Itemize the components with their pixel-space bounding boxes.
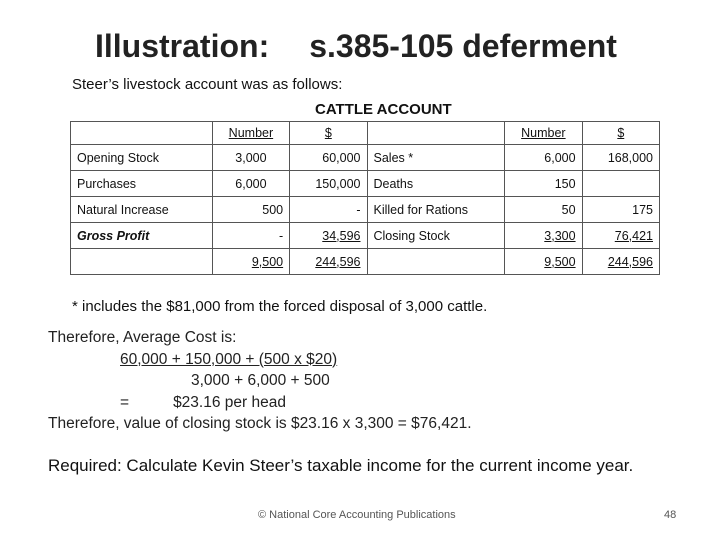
calc-closing-stock: Therefore, value of closing stock is $23.16 x 3,300 = $76,421.	[48, 415, 472, 432]
table-header-row	[71, 122, 660, 145]
row-label-right: Closing Stock	[367, 223, 505, 249]
title-section: s.385-105 deferment	[309, 28, 617, 64]
average-cost-calculation	[48, 327, 708, 435]
row-value-right: 175	[582, 197, 659, 223]
calc-numerator: 60,000 + 150,000 + (500 x $20)	[120, 350, 338, 368]
required-task: Required: Calculate Kevin Steer’s taxable income for the current income year.	[48, 456, 634, 475]
title-illustration: Illustration:	[95, 28, 270, 64]
table-totals-row	[71, 249, 660, 275]
total-value-right: 244,596	[582, 249, 659, 275]
table-row	[71, 171, 660, 197]
total-number-right: 9,500	[505, 249, 582, 275]
header-dollar-left: $	[290, 122, 367, 145]
copyright-footer: © National Core Accounting Publications	[258, 509, 456, 521]
row-value-right	[582, 171, 659, 197]
slide-title	[95, 28, 617, 65]
row-label-left: Natural Increase	[71, 197, 213, 223]
calc-result: $23.16 per head	[173, 393, 286, 411]
total-number-left: 9,500	[212, 249, 289, 275]
row-number-left: -	[212, 223, 289, 249]
row-label-right: Killed for Rations	[367, 197, 505, 223]
calc-denominator: 3,000 + 6,000 + 500	[191, 372, 330, 389]
cattle-account-table	[70, 121, 660, 275]
row-label-left: Opening Stock	[71, 145, 213, 171]
row-value-left: 60,000	[290, 145, 367, 171]
row-label-left: Purchases	[71, 171, 213, 197]
row-label-left: Gross Profit	[71, 223, 213, 249]
row-label-right: Sales *	[367, 145, 505, 171]
row-number-right: 50	[505, 197, 582, 223]
table-row	[71, 223, 660, 249]
calc-equals: =	[120, 393, 130, 411]
table-caption: CATTLE ACCOUNT	[315, 101, 452, 118]
table-row	[71, 145, 660, 171]
row-number-right: 3,300	[505, 223, 582, 249]
row-number-right: 6,000	[505, 145, 582, 171]
intro-text: Steer’s livestock account was as follows:	[72, 76, 343, 93]
header-dollar-right: $	[582, 122, 659, 145]
row-value-left: 150,000	[290, 171, 367, 197]
total-value-left: 244,596	[290, 249, 367, 275]
row-value-right: 168,000	[582, 145, 659, 171]
row-number-left: 3,000	[212, 145, 289, 171]
row-label-right: Deaths	[367, 171, 505, 197]
row-value-right: 76,421	[582, 223, 659, 249]
header-number-left: Number	[212, 122, 289, 145]
calc-line-intro: Therefore, Average Cost is:	[48, 329, 237, 346]
table-row	[71, 197, 660, 223]
header-number-right: Number	[505, 122, 582, 145]
row-number-right: 150	[505, 171, 582, 197]
table-footnote: * includes the $81,000 from the forced disposal of 3,000 cattle.	[72, 298, 488, 315]
row-value-left: 34,596	[290, 223, 367, 249]
row-number-left: 500	[212, 197, 289, 223]
row-number-left: 6,000	[212, 171, 289, 197]
row-value-left: -	[290, 197, 367, 223]
page-number: 48	[664, 509, 677, 521]
